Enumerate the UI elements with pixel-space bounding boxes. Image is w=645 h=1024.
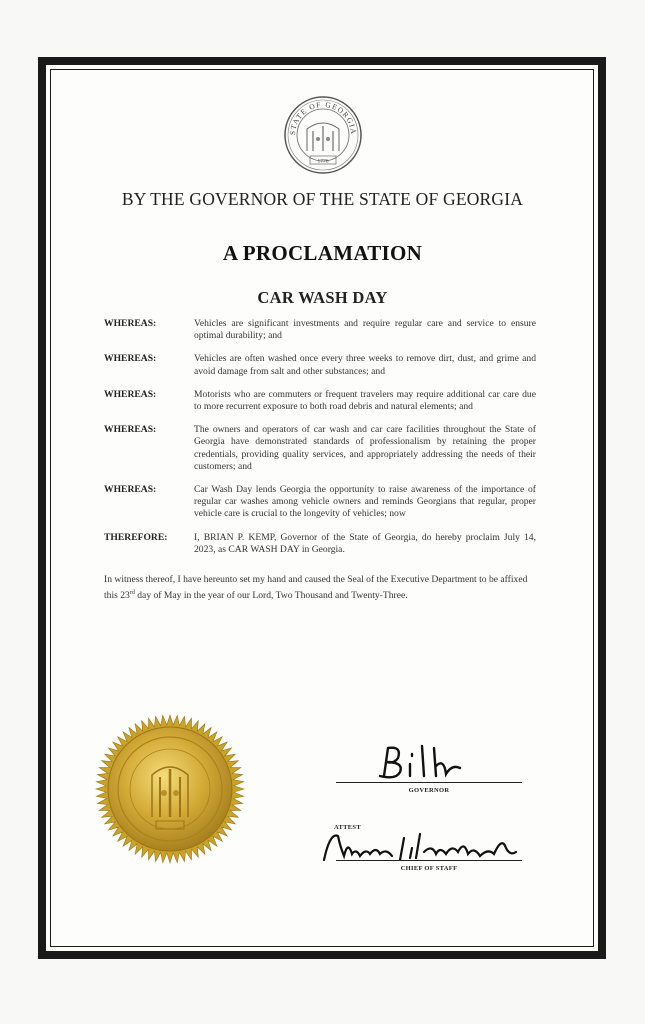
clause-label: WHEREAS:	[104, 484, 157, 496]
governor-signature-block	[336, 782, 522, 794]
clause-text: Vehicles are often washed once every three weeks to remove dirt, dust, and grime and avoid damage from salt and other substances; and	[194, 353, 536, 377]
clause-text: Car Wash Day lends Georgia the opportunity to raise awareness of the importance of regular car washes among vehicle owners and reminds Georgians that regular, proper vehicle care is crucial to the longevity of vehicles; now	[194, 484, 536, 520]
clause-text: Vehicles are significant investments and require regular care and service to ensure optimal durability; and	[194, 318, 536, 342]
clauses-list	[104, 318, 536, 556]
clause-label: WHEREAS:	[104, 318, 157, 329]
issuer-heading: BY THE GOVERNOR OF THE STATE OF GEORGIA	[121, 189, 524, 209]
governor-signature-icon	[370, 740, 480, 785]
witness-statement	[104, 574, 536, 602]
chief-of-staff-label: CHIEF OF STAFF	[400, 865, 458, 872]
witness-part2: day of May in the year of our Lord, Two Thousand and Twenty-Three.	[134, 589, 408, 601]
gold-seal-icon	[94, 713, 246, 865]
clause-text: Motorists who are commuters or frequent travelers may require additional car care due to more recurrent exposure to both road debris and natural elements; and	[194, 388, 536, 413]
clause-label: WHEREAS:	[104, 424, 157, 436]
clause-3	[104, 389, 536, 413]
clause-2	[104, 353, 536, 377]
witness-ordinal: rd	[129, 589, 135, 596]
clause-therefore	[104, 532, 536, 556]
proclamation-title: CAR WASH DAY	[257, 288, 388, 307]
clause-text: I, BRIAN P. KEMP, Governor of the State of Georgia, do hereby proclaim July 14, 2023, as CAR WASH DAY in Georgia.	[194, 531, 536, 555]
proclamation-heading: A PROCLAMATION	[222, 241, 423, 265]
clause-label: WHEREAS:	[104, 388, 157, 400]
clause-label: THEREFORE:	[104, 531, 168, 543]
seal-year: 1776	[317, 158, 329, 165]
clause-text: The owners and operators of car wash and car care facilities throughout the State of Georgia have demonstrated standards of professionalism by retaining the proper credentials, providing quality services, and appropriately addressing the needs of their customers; and	[194, 424, 536, 472]
clause-label: WHEREAS:	[104, 353, 157, 365]
clause-1	[104, 318, 536, 342]
clause-4	[104, 424, 536, 473]
governor-label: GOVERNOR	[408, 787, 450, 794]
attest-label: ATTEST	[334, 824, 361, 831]
chief-of-staff-signature-block	[336, 860, 522, 872]
witness-part1: In witness thereof, I have hereunto set my hand and caused the Seal of the Executive Department to be affixed this 23	[104, 574, 528, 601]
clause-5	[104, 484, 536, 521]
seal-top-text: STATE OF GEORGIA	[287, 99, 359, 136]
state-seal-icon	[283, 95, 363, 175]
